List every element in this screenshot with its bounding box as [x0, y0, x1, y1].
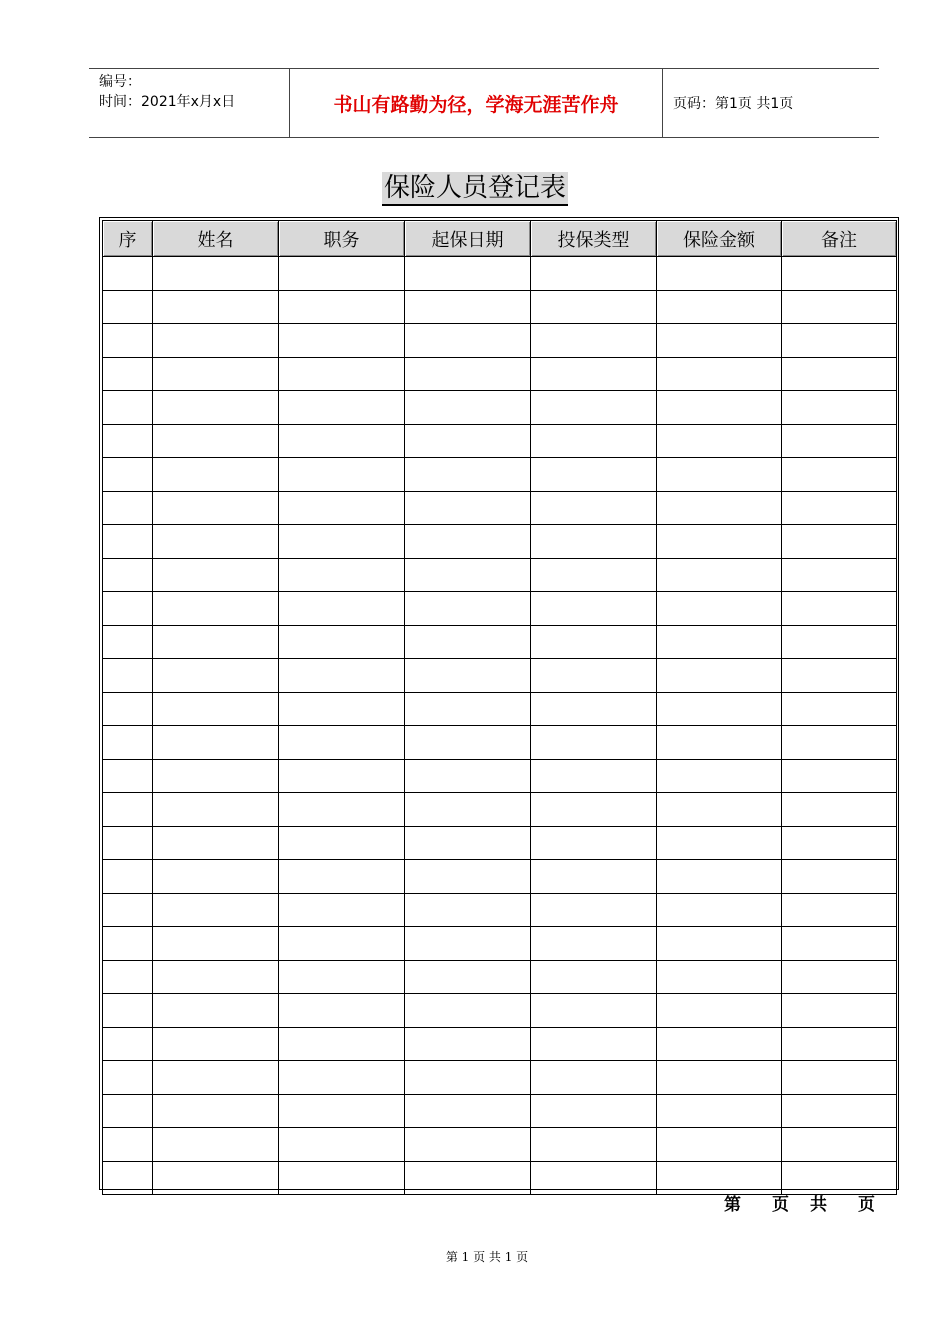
table-cell[interactable]: [657, 1128, 782, 1162]
table-cell[interactable]: [405, 324, 531, 358]
table-cell[interactable]: [103, 592, 153, 626]
table-row: [103, 860, 897, 894]
table-cell[interactable]: [405, 659, 531, 693]
table-cell[interactable]: [279, 759, 405, 793]
table-cell[interactable]: [531, 257, 657, 291]
table-cell[interactable]: [103, 1128, 153, 1162]
table-row: [103, 1061, 897, 1095]
table-cell[interactable]: [657, 759, 782, 793]
table-cell[interactable]: [279, 592, 405, 626]
table-cell[interactable]: [657, 324, 782, 358]
table-cell[interactable]: [279, 826, 405, 860]
table-cell[interactable]: [153, 692, 279, 726]
table-cell[interactable]: [279, 994, 405, 1028]
table-cell[interactable]: [153, 826, 279, 860]
table-cell[interactable]: [531, 357, 657, 391]
footer-gong: 共: [810, 1195, 827, 1215]
page-footer: 第 1 页 共 1 页: [445, 1250, 529, 1264]
table-cell[interactable]: [531, 726, 657, 760]
table-cell[interactable]: [103, 893, 153, 927]
table-cell[interactable]: [103, 525, 153, 559]
table-cell[interactable]: [782, 860, 897, 894]
table-cell[interactable]: [657, 558, 782, 592]
header-page-info: 页码：第1页 共1页: [673, 96, 794, 112]
table-cell[interactable]: [103, 324, 153, 358]
table-cell[interactable]: [103, 759, 153, 793]
table-cell[interactable]: [279, 257, 405, 291]
table-cell[interactable]: [279, 1161, 405, 1195]
table-cell[interactable]: [405, 793, 531, 827]
table-cell[interactable]: [782, 357, 897, 391]
table-cell[interactable]: [153, 793, 279, 827]
table-cell[interactable]: [782, 1061, 897, 1095]
table-cell[interactable]: [405, 1061, 531, 1095]
register-table: [102, 220, 897, 1195]
table-cell[interactable]: [103, 994, 153, 1028]
table-cell[interactable]: [103, 257, 153, 291]
col-header-insured-amount: 保险金额: [657, 221, 782, 257]
table-cell[interactable]: [405, 290, 531, 324]
table-cell[interactable]: [103, 826, 153, 860]
table-cell[interactable]: [405, 960, 531, 994]
table-row: [103, 290, 897, 324]
table-cell[interactable]: [279, 927, 405, 961]
table-cell[interactable]: [405, 592, 531, 626]
table-cell[interactable]: [153, 324, 279, 358]
document-header: [89, 68, 879, 138]
table-cell[interactable]: [103, 290, 153, 324]
table-cell[interactable]: [657, 592, 782, 626]
table-cell[interactable]: [279, 1094, 405, 1128]
table-cell[interactable]: [279, 1061, 405, 1095]
table-cell[interactable]: [279, 793, 405, 827]
table-cell[interactable]: [405, 860, 531, 894]
table-cell[interactable]: [153, 625, 279, 659]
table-cell[interactable]: [531, 994, 657, 1028]
table-cell[interactable]: [405, 357, 531, 391]
table-row: [103, 826, 897, 860]
table-row: [103, 927, 897, 961]
table-cell[interactable]: [405, 558, 531, 592]
table-cell[interactable]: [279, 458, 405, 492]
table-cell[interactable]: [153, 592, 279, 626]
table-row: [103, 357, 897, 391]
table-cell[interactable]: [103, 357, 153, 391]
table-cell[interactable]: [782, 391, 897, 425]
table-row: [103, 324, 897, 358]
table-cell[interactable]: [279, 525, 405, 559]
col-header-start-date: 起保日期: [405, 221, 531, 257]
table-cell[interactable]: [153, 491, 279, 525]
table-cell[interactable]: [782, 625, 897, 659]
table-cell[interactable]: [405, 1094, 531, 1128]
table-cell[interactable]: [531, 759, 657, 793]
table-cell[interactable]: [782, 994, 897, 1028]
table-cell[interactable]: [103, 960, 153, 994]
table-cell[interactable]: [279, 491, 405, 525]
table-cell[interactable]: [405, 927, 531, 961]
table-row: [103, 960, 897, 994]
table-header-row: [103, 221, 897, 257]
table-cell[interactable]: [531, 424, 657, 458]
table-cell[interactable]: [405, 391, 531, 425]
table-cell[interactable]: [103, 726, 153, 760]
table-cell[interactable]: [405, 525, 531, 559]
table-cell[interactable]: [103, 458, 153, 492]
table-row: [103, 424, 897, 458]
table-cell[interactable]: [153, 1094, 279, 1128]
table-cell[interactable]: [279, 290, 405, 324]
table-cell[interactable]: [782, 257, 897, 291]
table-row: [103, 592, 897, 626]
table-cell[interactable]: [405, 257, 531, 291]
table-cell[interactable]: [153, 994, 279, 1028]
table-cell[interactable]: [153, 927, 279, 961]
table-cell[interactable]: [405, 1161, 531, 1195]
table-cell[interactable]: [153, 726, 279, 760]
table-row: [103, 994, 897, 1028]
table-cell[interactable]: [782, 659, 897, 693]
table-cell[interactable]: [657, 491, 782, 525]
table-row: [103, 491, 897, 525]
table-cell[interactable]: [153, 860, 279, 894]
table-cell[interactable]: [153, 290, 279, 324]
table-cell[interactable]: [531, 525, 657, 559]
table-cell[interactable]: [531, 1128, 657, 1162]
table-row: [103, 558, 897, 592]
table-cell[interactable]: [657, 391, 782, 425]
table-cell[interactable]: [279, 726, 405, 760]
table-cell[interactable]: [782, 692, 897, 726]
table-cell[interactable]: [531, 625, 657, 659]
table-cell[interactable]: [657, 257, 782, 291]
table-row: [103, 257, 897, 291]
table-cell[interactable]: [153, 391, 279, 425]
table-cell[interactable]: [103, 391, 153, 425]
col-header-index: 序: [103, 221, 153, 257]
table-cell[interactable]: [657, 424, 782, 458]
date-label: 时间：2021年x月x日: [99, 94, 236, 110]
table-cell[interactable]: [657, 960, 782, 994]
table-row: [103, 1128, 897, 1162]
table-cell[interactable]: [657, 1061, 782, 1095]
table-cell[interactable]: [103, 558, 153, 592]
table-body: [103, 257, 897, 1195]
col-header-position: 职务: [279, 221, 405, 257]
table-cell[interactable]: [279, 424, 405, 458]
table-cell[interactable]: [279, 960, 405, 994]
table-cell[interactable]: [531, 927, 657, 961]
table-cell[interactable]: [657, 659, 782, 693]
table-cell[interactable]: [657, 1027, 782, 1061]
table-cell[interactable]: [153, 525, 279, 559]
table-cell[interactable]: [405, 424, 531, 458]
table-cell[interactable]: [782, 927, 897, 961]
table-cell[interactable]: [782, 1094, 897, 1128]
table-cell[interactable]: [657, 860, 782, 894]
table-cell[interactable]: [531, 1094, 657, 1128]
table-cell[interactable]: [657, 458, 782, 492]
page-title: 保险人员登记表: [382, 172, 568, 206]
table-cell[interactable]: [103, 793, 153, 827]
table-cell[interactable]: [279, 860, 405, 894]
table-cell[interactable]: [657, 893, 782, 927]
table-cell[interactable]: [531, 558, 657, 592]
table-row: [103, 893, 897, 927]
table-cell[interactable]: [279, 625, 405, 659]
table-cell[interactable]: [405, 994, 531, 1028]
table-cell[interactable]: [531, 391, 657, 425]
table-cell[interactable]: [153, 1027, 279, 1061]
table-cell[interactable]: [279, 659, 405, 693]
form-page-counter: [724, 1190, 884, 1214]
table-cell[interactable]: [531, 860, 657, 894]
header-motto: 书山有路勤为径，学海无涯苦作舟: [290, 69, 663, 137]
table-cell[interactable]: [405, 458, 531, 492]
table-cell[interactable]: [782, 592, 897, 626]
table-cell[interactable]: [279, 558, 405, 592]
table-cell[interactable]: [103, 659, 153, 693]
table-cell[interactable]: [153, 1128, 279, 1162]
table-cell[interactable]: [782, 793, 897, 827]
table-cell[interactable]: [405, 625, 531, 659]
table-cell[interactable]: [103, 1094, 153, 1128]
table-cell[interactable]: [279, 324, 405, 358]
table-cell[interactable]: [531, 893, 657, 927]
table-cell[interactable]: [531, 324, 657, 358]
table-cell[interactable]: [103, 625, 153, 659]
table-cell[interactable]: [405, 826, 531, 860]
table-cell[interactable]: [405, 1128, 531, 1162]
table-row: [103, 1094, 897, 1128]
table-cell[interactable]: [531, 290, 657, 324]
table-cell[interactable]: [657, 290, 782, 324]
table-cell[interactable]: [405, 893, 531, 927]
table-cell[interactable]: [531, 592, 657, 626]
table-cell[interactable]: [531, 793, 657, 827]
table-cell[interactable]: [279, 357, 405, 391]
col-header-insurance-type: 投保类型: [531, 221, 657, 257]
table-cell[interactable]: [657, 692, 782, 726]
table-cell[interactable]: [103, 860, 153, 894]
table-cell[interactable]: [153, 1161, 279, 1195]
table-cell[interactable]: [782, 525, 897, 559]
footer-di: 第: [724, 1195, 741, 1215]
col-header-name: 姓名: [153, 221, 279, 257]
table-cell[interactable]: [405, 491, 531, 525]
table-cell[interactable]: [782, 424, 897, 458]
table-cell[interactable]: [153, 424, 279, 458]
number-label: 编号：: [99, 74, 141, 90]
footer-ye-total: 页: [858, 1195, 875, 1215]
table-cell[interactable]: [103, 1161, 153, 1195]
table-cell[interactable]: [657, 525, 782, 559]
table-cell[interactable]: [103, 927, 153, 961]
table-cell[interactable]: [153, 357, 279, 391]
table-row: [103, 1027, 897, 1061]
table-cell[interactable]: [153, 1061, 279, 1095]
table-cell[interactable]: [153, 257, 279, 291]
table-cell[interactable]: [782, 458, 897, 492]
table-cell[interactable]: [531, 458, 657, 492]
header-meta: [89, 69, 290, 137]
table-cell[interactable]: [153, 893, 279, 927]
table-cell[interactable]: [531, 826, 657, 860]
table-cell[interactable]: [103, 491, 153, 525]
table-cell[interactable]: [782, 491, 897, 525]
table-cell[interactable]: [279, 692, 405, 726]
table-cell[interactable]: [531, 692, 657, 726]
table-cell[interactable]: [405, 726, 531, 760]
table-cell[interactable]: [153, 759, 279, 793]
col-header-remarks: 备注: [782, 221, 897, 257]
table-cell[interactable]: [103, 1061, 153, 1095]
table-cell[interactable]: [782, 1027, 897, 1061]
table-row: [103, 391, 897, 425]
table-row: [103, 692, 897, 726]
table-cell[interactable]: [531, 659, 657, 693]
table-cell[interactable]: [657, 726, 782, 760]
table-cell[interactable]: [103, 424, 153, 458]
table-cell[interactable]: [531, 1027, 657, 1061]
table-row: [103, 659, 897, 693]
table-row: [103, 726, 897, 760]
table-row: [103, 793, 897, 827]
table-cell[interactable]: [531, 1061, 657, 1095]
table-cell[interactable]: [405, 1027, 531, 1061]
table-cell[interactable]: [657, 927, 782, 961]
table-cell[interactable]: [782, 726, 897, 760]
table-cell[interactable]: [657, 793, 782, 827]
table-cell[interactable]: [657, 357, 782, 391]
title-wrap: [0, 172, 950, 206]
table-cell[interactable]: [531, 1161, 657, 1195]
table-cell[interactable]: [405, 692, 531, 726]
table-row: [103, 525, 897, 559]
table-cell[interactable]: [153, 558, 279, 592]
table-cell[interactable]: [279, 1128, 405, 1162]
table-cell[interactable]: [782, 759, 897, 793]
table-cell[interactable]: [153, 659, 279, 693]
table-cell[interactable]: [103, 1027, 153, 1061]
table-cell[interactable]: [657, 826, 782, 860]
table-row: [103, 625, 897, 659]
table-cell[interactable]: [782, 826, 897, 860]
table-cell[interactable]: [782, 324, 897, 358]
table-row: [103, 458, 897, 492]
table-cell[interactable]: [782, 558, 897, 592]
table-cell[interactable]: [657, 625, 782, 659]
table-cell[interactable]: [782, 290, 897, 324]
table-cell[interactable]: [103, 692, 153, 726]
table-cell[interactable]: [657, 994, 782, 1028]
table-cell[interactable]: [153, 458, 279, 492]
table-cell[interactable]: [782, 1128, 897, 1162]
table-row: [103, 759, 897, 793]
table-cell[interactable]: [279, 1027, 405, 1061]
table-cell[interactable]: [531, 960, 657, 994]
table-cell[interactable]: [782, 893, 897, 927]
table-cell[interactable]: [531, 491, 657, 525]
table-cell[interactable]: [279, 893, 405, 927]
table-cell[interactable]: [153, 960, 279, 994]
table-cell[interactable]: [405, 759, 531, 793]
table-cell[interactable]: [657, 1094, 782, 1128]
table-cell[interactable]: [279, 391, 405, 425]
table-cell[interactable]: [782, 960, 897, 994]
footer-ye: 页: [772, 1195, 789, 1215]
